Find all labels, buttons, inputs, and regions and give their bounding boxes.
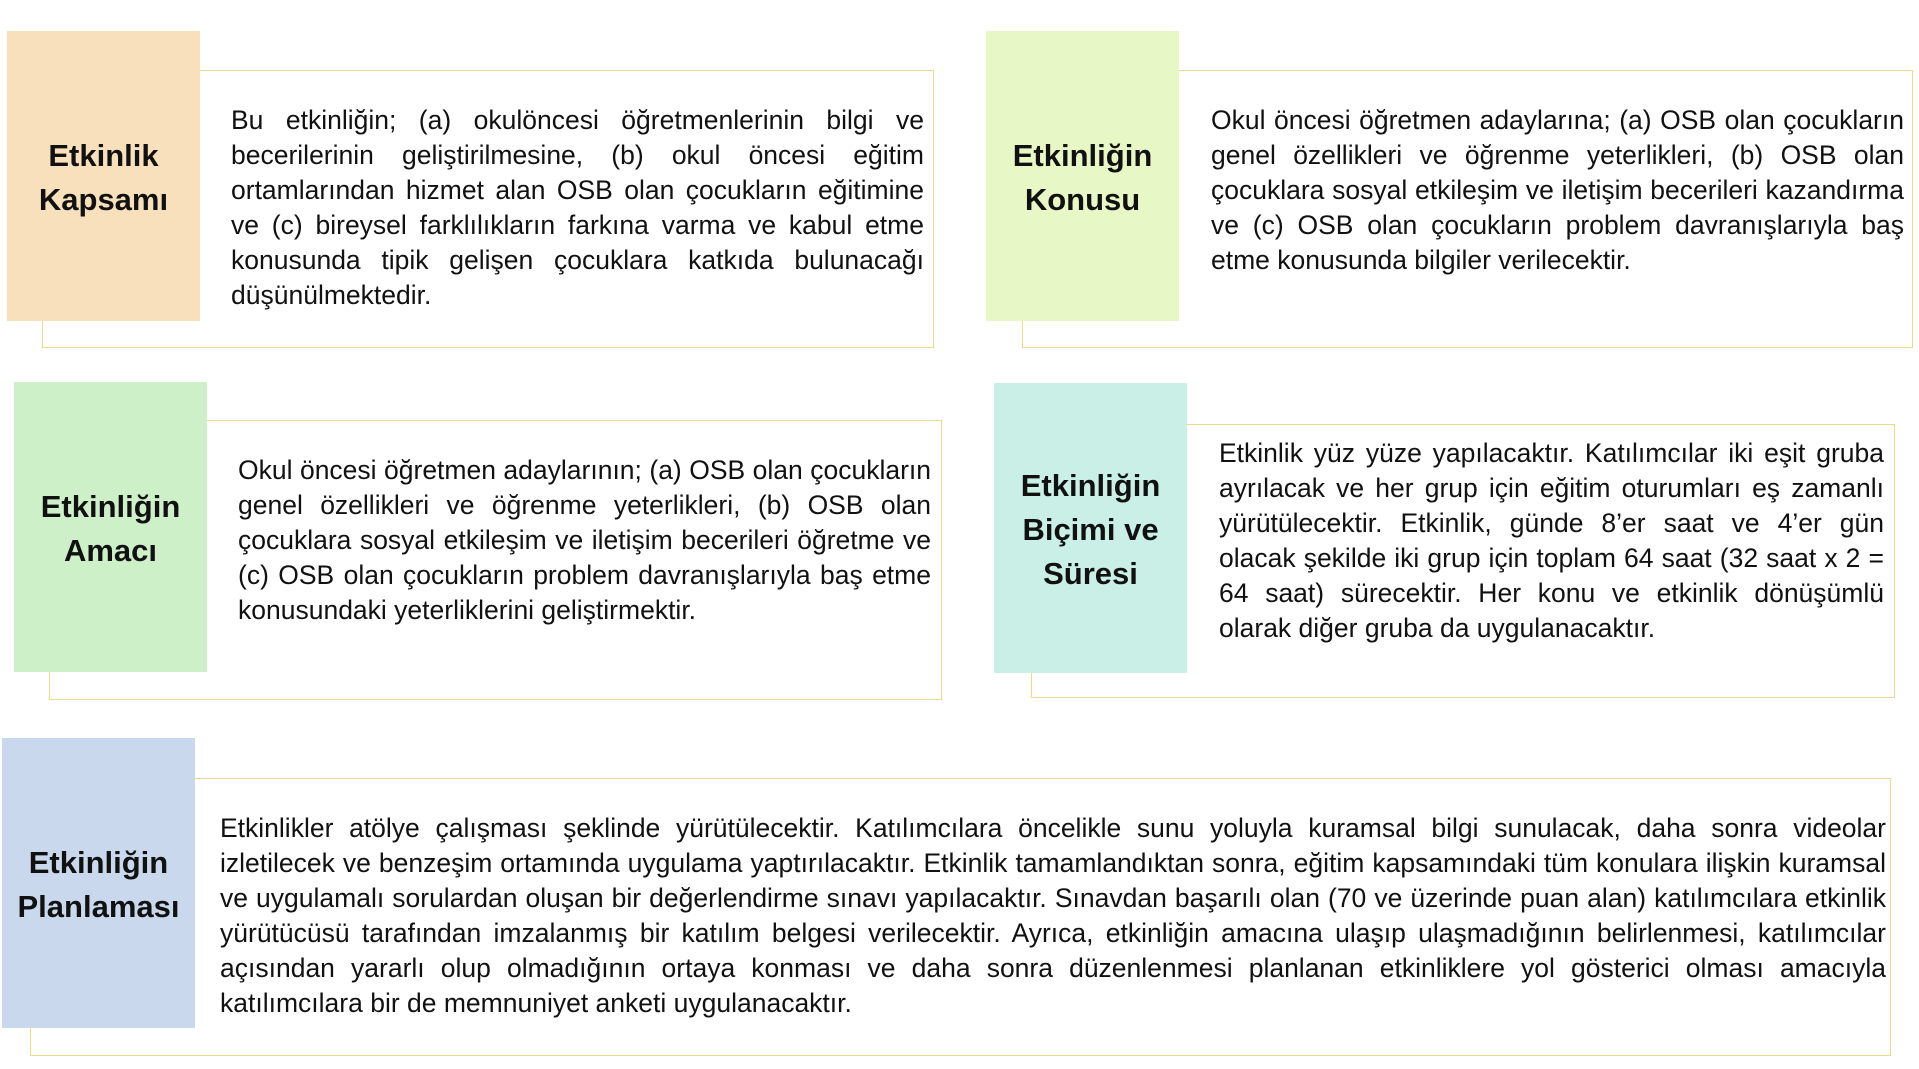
card-label: Etkinlik Kapsamı (7, 31, 200, 321)
card-body: Okul öncesi öğretmen adaylarının; (a) OSB olan çocukların genel özellikleri ve öğrenme yeterlikleri, (b) OSB olan çocuklara sosyal etkileşim ve iletişim becerileri öğretme ve (c) OSB olan çocukların problem davranışlarıyla baş etme konusundaki yeterliklerini geliştirmektir. (238, 455, 931, 625)
card-body: Okul öncesi öğretmen adaylarına; (a) OSB olan çocukların genel özellikleri ve öğrenme yeterlikleri, (b) OSB olan çocuklara sosyal etkileşim ve iletişim becerileri kazandırma ve (c) OSB olan çocukların problem davranışlarıyla baş etme konusunda bilgiler verilecektir. (1211, 105, 1904, 275)
card-body: Bu etkinliğin; (a) okulöncesi öğretmenlerinin bilgi ve becerilerinin geliştirilmesine, (b) okul öncesi eğitim ortamlarından hizmet alan OSB olan çocukların eğitimine ve (c) bireysel farklılıkların farkına varma ve kabul etme konusunda tipik gelişen çocuklara katkıda bulunacağı düşünülmektedir. (231, 105, 924, 310)
card-label: Etkinliğin Biçimi ve Süresi (994, 383, 1187, 673)
card-body: Etkinlikler atölye çalışması şeklinde yürütülecektir. Katılımcılara öncelikle sunu yoluyla kuramsal bilgi sunulacak, daha sonra videolar izletilecek ve benzeşim ortamında uygulama yaptırılacaktır. Etkinlik tamamlandıktan sonra, eğitim kapsamındaki tüm konulara ilişkin kuramsal ve uygulamalı sorulardan oluşan bir değerlendirme sınavı yapılacaktır. Sınavdan başarılı olan (70 ve üzerinde puan alan) katılımcılara etkinlik yürütücüsü tarafından imzalanmış bir katılım belgesi verilecektir. Ayrıca, etkinliğin amacına ulaşıp ulaşmadığının belirlenmesi, katılımcılar açısından yararlı olup olmadığının ortaya konması ve daha sonra düzenlenmesi planlanan etkinliklere yol gösterici olması amacıyla katılımcılara bir de memnuniyet anketi uygulanacaktır. (220, 813, 1886, 1018)
card-label: Etkinliğin Amacı (14, 382, 207, 672)
card-label: Etkinliğin Konusu (986, 31, 1179, 321)
card-label: Etkinliğin Planlaması (2, 738, 195, 1028)
card-body: Etkinlik yüz yüze yapılacaktır. Katılımcılar iki eşit gruba ayrılacak ve her grup için eğitim oturumları eş zamanlı yürütülecektir. Etkinlik, günde 8’er saat ve 4’er gün olacak şekilde iki grup için toplam 64 saat (32 saat x 2 = 64 saat) sürecektir. Her konu ve etkinlik dönüşümlü olarak diğer gruba da uygulanacaktır. (1219, 438, 1884, 643)
